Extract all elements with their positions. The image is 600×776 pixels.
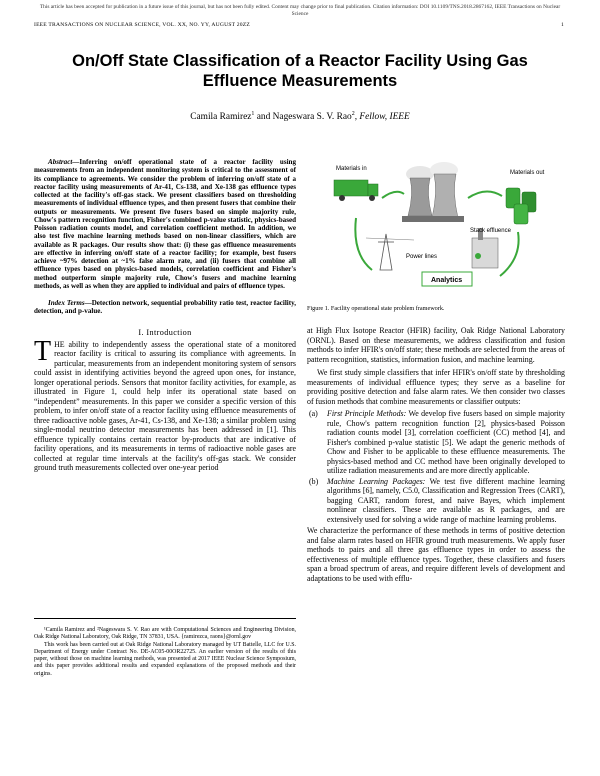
- right-paragraph-1: at High Flux Isotope Reactor (HFIR) facility, Oak Ridge National Laboratory (ORNL). Based on these measurements, we address classification and fusion methods to infer HFIR's on/off state; these methods are selected from the areas of pattern recognition, statistics, information fusion, and machine learning.: [307, 326, 565, 364]
- list-item-b-text: We test five different machine learning algorithms [6], namely, C5.0, Classification and Regression Trees (CART), bagging CART, random forest, and naive Bayes, which implement nonlinear classifiers. These are available as R packages, and are extensively used for solving a wide range of machine learning problems.: [327, 476, 565, 524]
- list-item-a-label: (a): [309, 409, 318, 418]
- flow-arrow-power: [355, 218, 372, 270]
- right-paragraph-2: We first study simple classifiers that infer HFIR's on/off state by thresholding measurements of individual effluence types; they serve as a baseline for providing positive detection and false alarm rates. We then consider two classes of fusion methods that combine measurements or classifier outputs:: [307, 368, 565, 406]
- list-item-a: [307, 409, 565, 476]
- author-2: Nageswara S. V. Rao: [272, 112, 352, 123]
- list-item-b-label: (b): [309, 476, 319, 486]
- figure-1: [322, 158, 558, 296]
- index-terms-text: —Detection network, sequential probability ratio test, reactor facility, detection, and p-value.: [34, 299, 296, 316]
- author-1-affil: 1: [251, 111, 255, 117]
- stack-icon: [472, 228, 498, 268]
- author-1: Camila Ramirez: [190, 112, 252, 123]
- preprint-notice: This article has been accepted for publication in a future issue of this journal, but has not been fully edited. Content may change prior to final publication. Citation information: DOI 10.1109/TNS.2018.2867162, IEEE Transactions on Nuclear Science: [39, 4, 561, 17]
- right-column: [307, 326, 565, 583]
- list-item-b: [307, 477, 565, 525]
- section-heading-introduction: I. Introduction: [138, 327, 192, 337]
- abstract: [34, 158, 296, 290]
- drop-cap: T: [34, 335, 52, 367]
- power-tower-icon: [366, 234, 414, 270]
- author-line: [40, 111, 560, 122]
- index-terms: [34, 299, 296, 316]
- footnote-funding: This work has been carried out at Oak Ridge National Laboratory managed by UT Battelle, LLC for U.S. Department of Energy under Contract No. DE-AC05-00OR22725. An earlier version of the results of this paper, without those on machine learning methods, was presented at 2017 IEEE Nuclear Science Symposium, and this paper provides additional results and expanded explanations of the proposed methods and their origins.: [34, 642, 296, 677]
- right-paragraph-3: We characterize the performance of these methods in terms of positive detection and false alarm rates based on HFIR ground truth measurements. We apply fuser methods to pairs and all three gas effluence types in order to assess the effectiveness of multiple effluence types. Together, these classifiers and fusers span a broad spectrum of areas, and require different levels of development and adaptations to be used with efflu-: [307, 526, 565, 583]
- label-stack-effluence: Stack effluence: [470, 228, 511, 234]
- framework-diagram: [322, 158, 558, 296]
- flow-arrow-out: [468, 191, 502, 198]
- journal-header: IEEE TRANSACTIONS ON NUCLEAR SCIENCE, VOL. XX, NO. YY, AUGUST 20ZZ: [34, 22, 250, 28]
- index-terms-label: Index Terms: [48, 299, 85, 307]
- list-item-a-text: We develop five fusers based on simple majority rule, Chow's pattern recognition function [2], physics-based Poisson radiation counts model [3], correlation coefficient (CC) method [4], and Fisher's combined p-value statistic [5]. We adapt the generic methods of Chow and Fisher to be applicable to these effluence measurements. The physics-based method and CC method have been originally developed to utilize radiation measurements and are more directly applicable.: [327, 409, 565, 475]
- barrels-out-icon: [506, 188, 536, 224]
- running-head: [34, 22, 564, 28]
- list-item-b-title: Machine Learning Packages:: [327, 476, 426, 486]
- reactor-towers-icon: [402, 162, 464, 222]
- method-list: [307, 409, 565, 524]
- footnote-affiliation: ¹Camila Ramirez and ²Nageswara S. V. Rao are with Computational Sciences and Engineering Division, Oak Ridge National Laboratory, Oak Ridge, TN 37831, USA. {ramirezca, raons}@ornl.gov: [34, 627, 296, 641]
- label-materials-in: Materials in: [336, 166, 367, 172]
- author-2-fellow: , Fellow, IEEE: [354, 112, 410, 123]
- abstract-label: Abstract: [48, 158, 73, 166]
- flow-arrow-in: [382, 192, 404, 198]
- left-column: [34, 158, 296, 473]
- label-power-lines: Power lines: [406, 254, 438, 260]
- abstract-text: —Inferring on/off operational state of a reactor facility using measurements from an independent monitoring system is critical to the assessment of its compliance to agreements. We consider the problem of inferring on/off state of a reactor facility using measurements of Ar-41, Cs-138, and Xe-138 gas effluence types collected at the facility's off-gas stack. We present classifiers based on thresholding measurements of individual effluence types, and then present fusers that combine their outputs or measurements. We present five fusers based on simple majority rule, Chow's pattern recognition function, Fisher's combined p-value statistic, physics-based Poisson radiation counts model, and correlation coefficient method. In addition, we also test five machine learning methods based on non-linear classifiers, which are available as R packages. Our results show that: (i) these gas effluence measurements are effective in inferring on/off state of a reactor facility; for example, best fusers achieve ~97% detection at ~1% false alarm rate, and (ii) fusers that combine all effluence types based on physics-based models, correlation coefficient and Fisher's method outperform simple majority rule, Chow's fusers and machine learning methods, as well as when they are applied to individual and pairs of effluence types.: [34, 158, 296, 290]
- figure-1-caption: Figure 1. Facility operational state problem framework.: [307, 305, 445, 312]
- truck-in-icon: [334, 180, 378, 201]
- author-and: and: [254, 112, 273, 123]
- page-number: 1: [561, 22, 564, 28]
- flow-arrow-stack: [500, 232, 519, 276]
- list-item-a-title: First Principle Methods:: [327, 409, 407, 418]
- label-materials-out: Materials out: [510, 170, 545, 176]
- intro-paragraph: [34, 335, 296, 473]
- author-2-affil: 2: [351, 111, 355, 117]
- paper-title: On/Off State Classification of a Reactor Facility Using Gas Effluence Measurements: [72, 52, 528, 90]
- label-analytics: Analytics: [431, 277, 463, 284]
- intro-text: HE ability to independently assess the operational state of a monitored reactor facility is critical to assuring its compliance with agreements. In particular, measurements from an independent monitoring system of sensors could assist in identifying activities beyond the agreed upon ones, for instance, longer operational periods. Sensors that monitor facility activities, for example, as illustrated in Figure 1, could help infer its operational state based on “independent” measurements. In this paper we consider a specific version of this problem, to infer on/off state of a reactor facility using effluence measurements of three radioactive noble gases, Ar-41, Cs-138, and Xe-138; a similar problem using single-modal neutrino detector measurements has been addressed in [1]. This effluence typically contains certain reactor by-products that are indicative of facility operations, and its measurements in terms of radioactive noble gases are collected at regular time intervals at the facility's off-gas stack. We consider ground truth measurements collected over one-year period: [34, 339, 296, 472]
- footnotes: [34, 618, 296, 679]
